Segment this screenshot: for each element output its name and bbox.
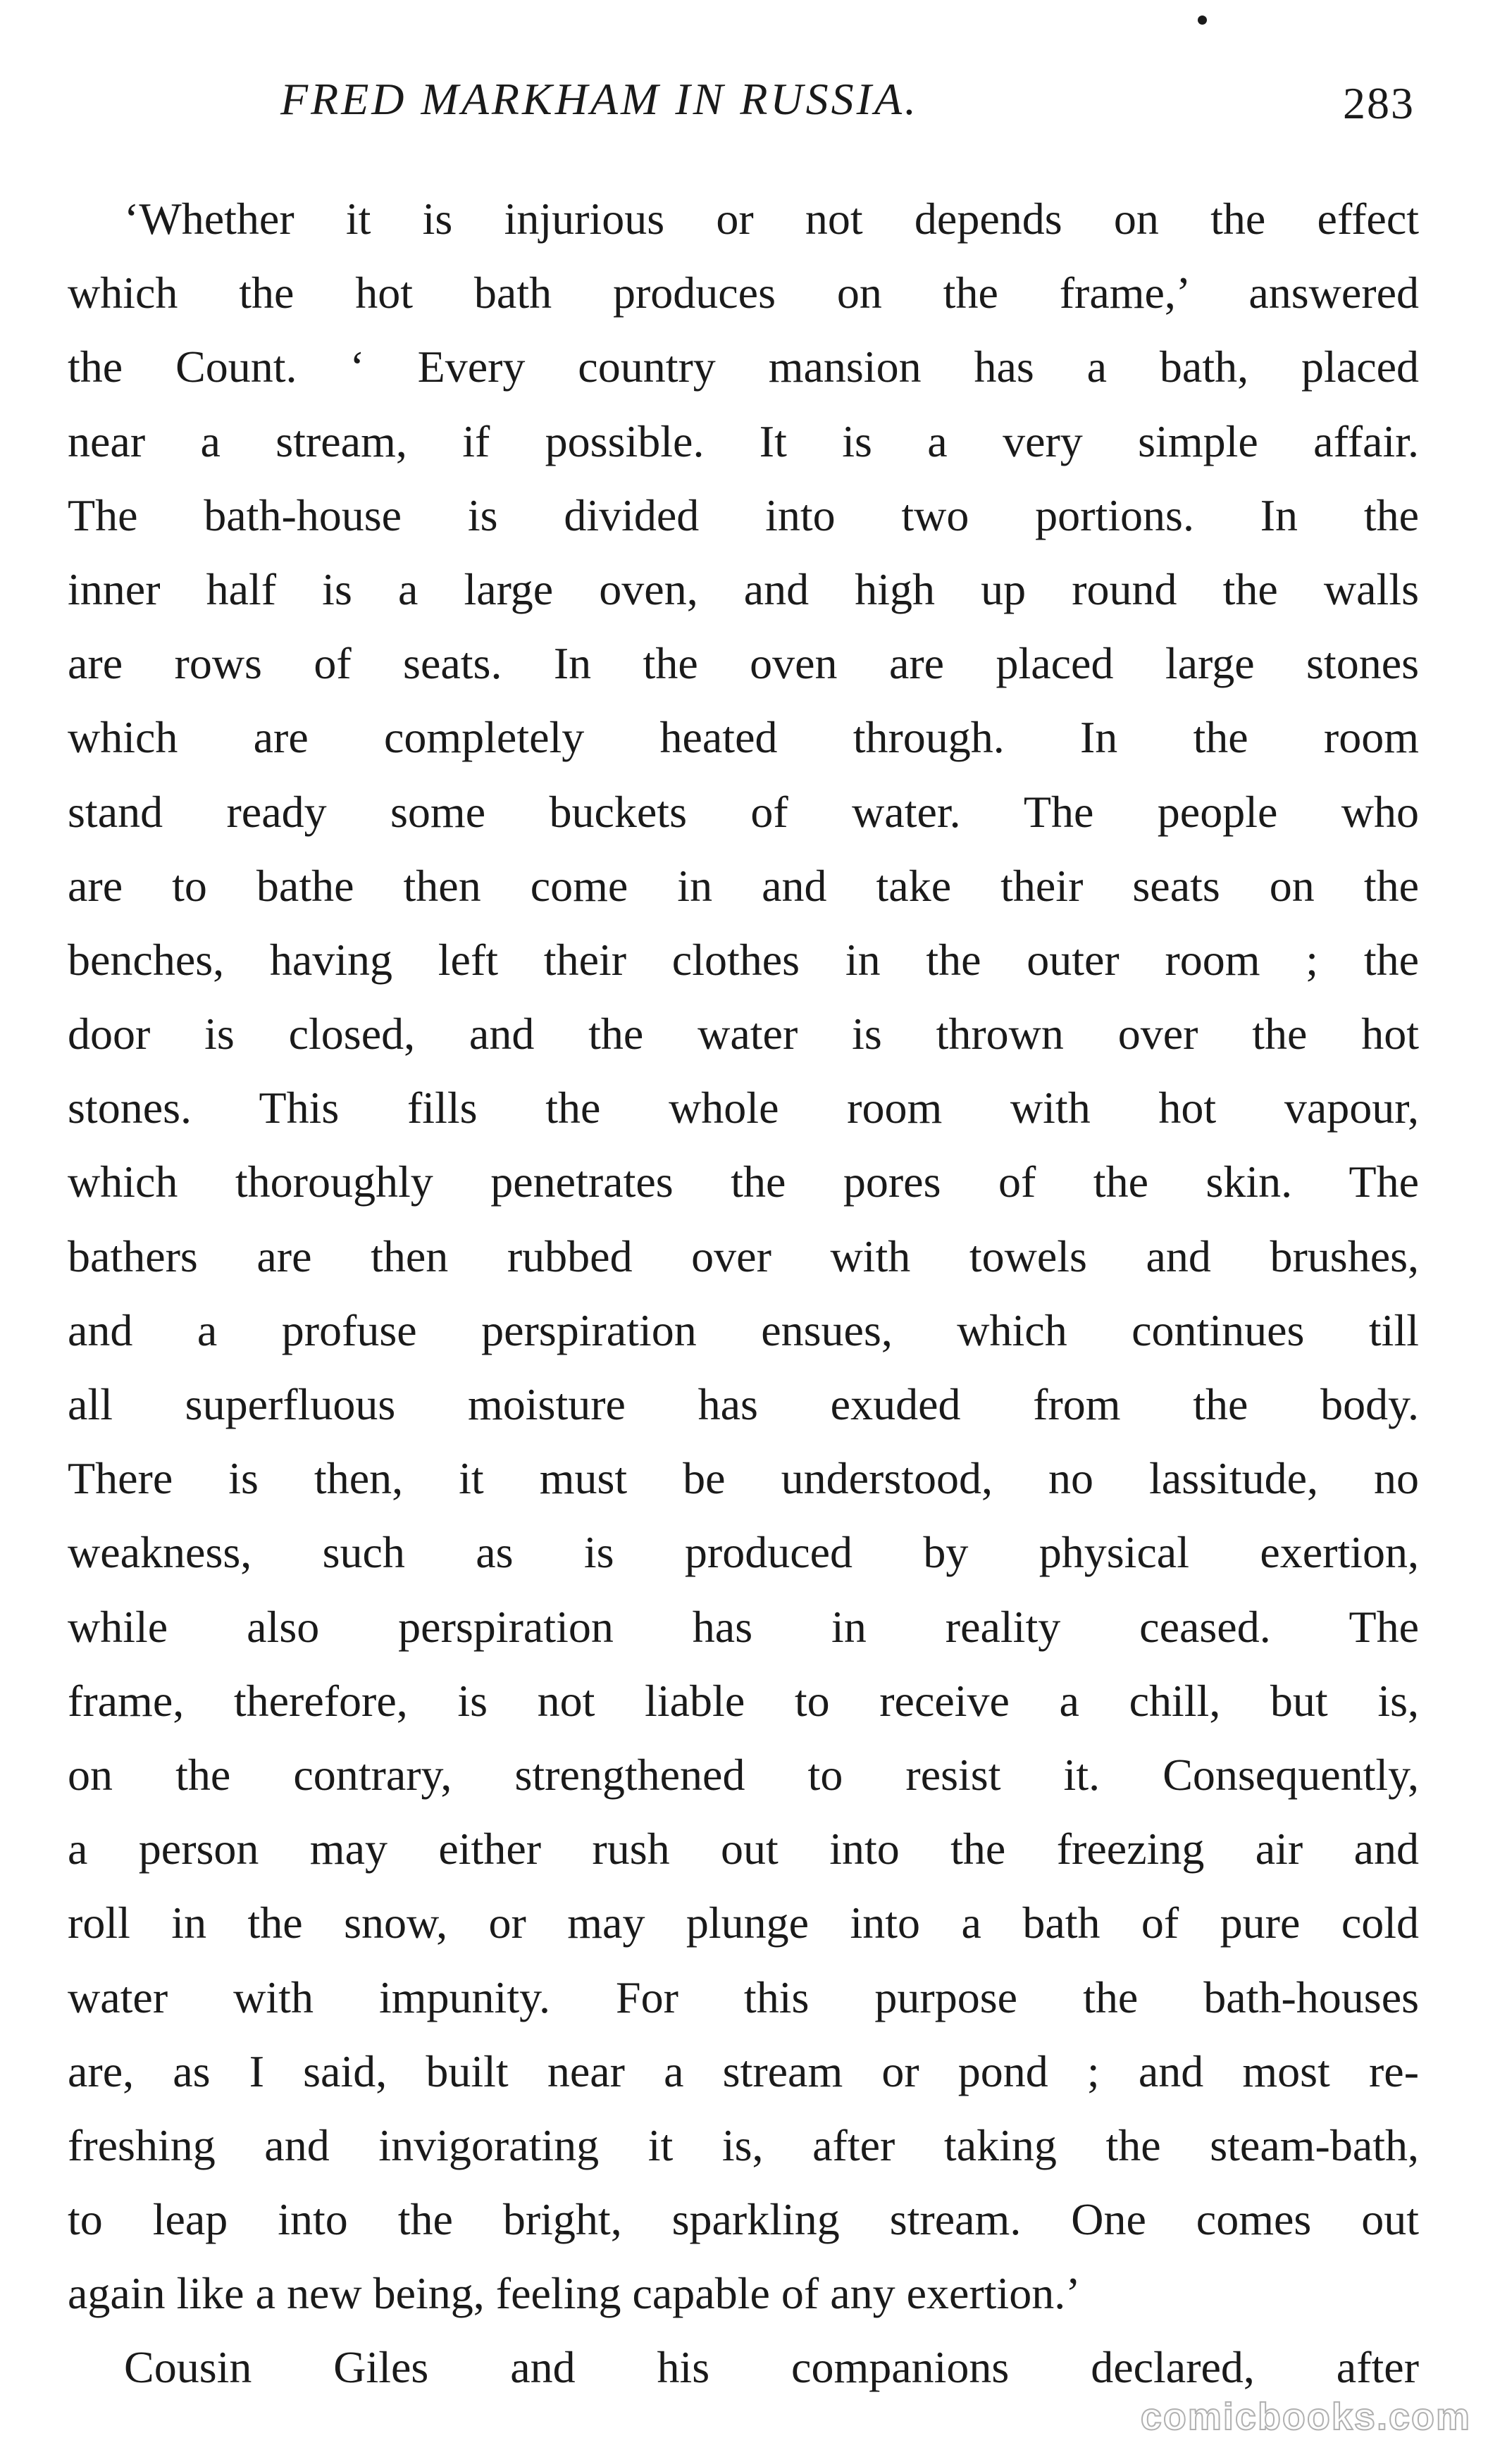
- page-header: [280, 68, 1415, 131]
- text-line: to leap into the bright, sparkling stream. One comes out: [68, 2194, 1419, 2245]
- text-line: a person may either rush out into the freezing air and: [68, 1824, 1419, 1874]
- text-line: which are completely heated through. In the room: [68, 712, 1419, 763]
- text-line: again like a new being, feeling capable of any exertion.’: [68, 2268, 1081, 2319]
- body-text: [68, 182, 1419, 2405]
- text-line: Cousin Giles and his companions declared, after: [124, 2342, 1419, 2393]
- text-line: stand ready some buckets of water. The people who: [68, 786, 1419, 837]
- text-line: which thoroughly penetrates the pores of the skin. The: [68, 1157, 1419, 1207]
- text-line: while also perspiration has in reality ceased. The: [68, 1601, 1419, 1652]
- text-line: are to bathe then come in and take their seats on the: [68, 860, 1419, 911]
- text-line: which the hot bath produces on the frame,’ answered: [68, 268, 1419, 318]
- text-line: frame, therefore, is not liable to receive a chill, but is,: [68, 1675, 1419, 1726]
- text-line: door is closed, and the water is thrown over the hot: [68, 1009, 1419, 1059]
- text-line: weakness, such as is produced by physical exertion,: [68, 1527, 1419, 1578]
- ink-speck: [1198, 15, 1207, 25]
- running-head: FRED MARKHAM IN RUSSIA.: [280, 74, 919, 124]
- text-line: stones. This fills the whole room with hot vapour,: [68, 1083, 1419, 1133]
- text-line: near a stream, if possible. It is a very simple affair.: [68, 416, 1419, 466]
- text-line: the Count. ‘ Every country mansion has a bath, placed: [68, 342, 1419, 392]
- text-line: benches, having left their clothes in the outer room ; the: [68, 934, 1419, 985]
- text-line: There is then, it must be understood, no lassitude, no: [68, 1453, 1419, 1504]
- text-line: roll in the snow, or may plunge into a bath of pure cold: [68, 1898, 1419, 1948]
- text-line: are rows of seats. In the oven are placed large stones: [68, 638, 1419, 689]
- text-line: are, as I said, built near a stream or pond ; and most re-: [68, 2046, 1419, 2096]
- text-line: freshing and invigorating it is, after taking the steam-bath,: [68, 2120, 1419, 2170]
- page-number: 283: [1343, 78, 1415, 128]
- text-line: and a profuse perspiration ensues, which continues till: [68, 1305, 1419, 1355]
- text-line: on the contrary, strengthened to resist it. Consequently,: [68, 1749, 1419, 1800]
- text-line: water with impunity. For this purpose the bath-houses: [68, 1972, 1419, 2022]
- text-line: bathers are then rubbed over with towels and brushes,: [68, 1231, 1419, 1281]
- text-line: The bath-house is divided into two portions. In the: [68, 490, 1419, 540]
- text-line: ‘Whether it is injurious or not depends on the effect: [124, 194, 1419, 244]
- watermark: comicbooks.com: [1140, 2396, 1471, 2438]
- text-line: inner half is a large oven, and high up round the walls: [68, 564, 1419, 614]
- text-line: all superfluous moisture has exuded from the body.: [68, 1379, 1419, 1429]
